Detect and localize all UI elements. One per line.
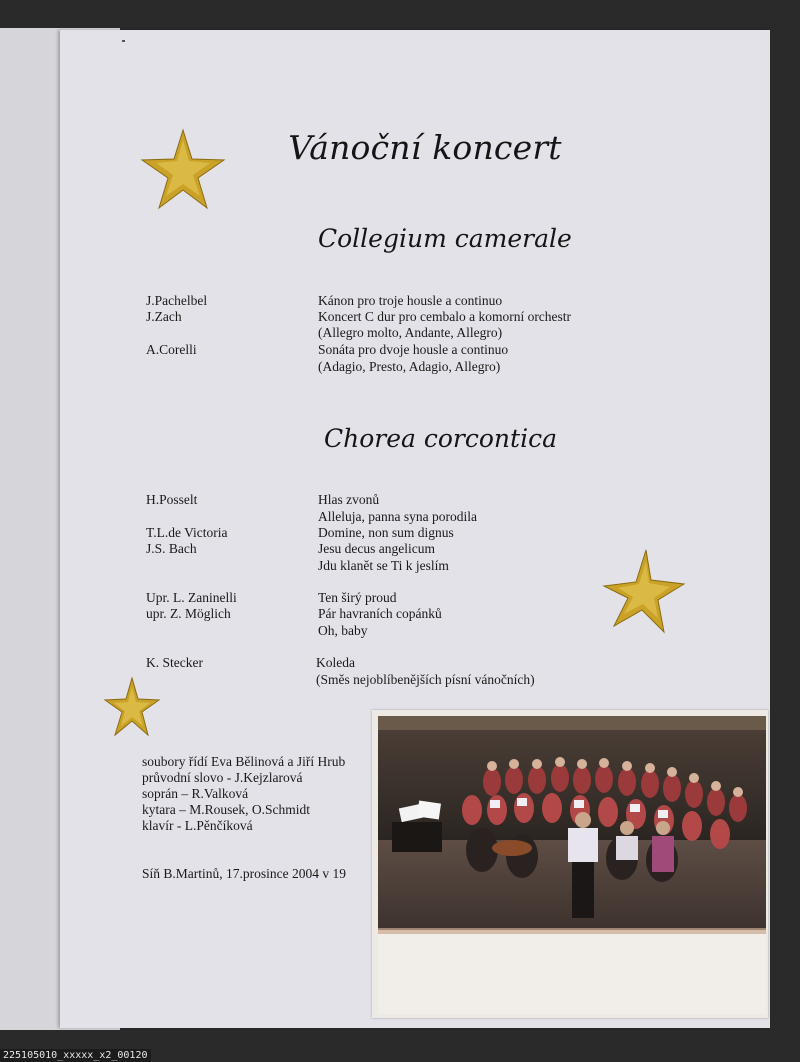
gold-star-right xyxy=(602,548,686,634)
piece-movements: (Adagio, Presto, Adagio, Allegro) xyxy=(318,359,501,374)
gold-star-bottom-left xyxy=(104,677,160,739)
concert-photo xyxy=(372,710,768,1018)
piece-title: Kánon pro troje housle a continuo xyxy=(318,293,503,308)
composer-name: J.S. Bach xyxy=(146,541,197,556)
piece-title: Koleda xyxy=(316,655,355,670)
piece-title: Hlas zvonů xyxy=(318,492,380,507)
piece-title: Pár havraních copánků xyxy=(318,606,442,621)
credit-line: klavír - L.Pěnčíková xyxy=(142,818,253,833)
piece-title: Koncert C dur pro cembalo a komorní orchestr xyxy=(318,309,572,324)
composer-name: A.Corelli xyxy=(146,342,197,357)
scan-id-label: 225105010_xxxxx_x2_00120 xyxy=(0,1049,151,1062)
composer-name: T.L.de Victoria xyxy=(146,525,228,540)
piece-movements: (Allegro molto, Andante, Allegro) xyxy=(318,325,503,340)
piece-title: Sonáta pro dvoje housle a continuo xyxy=(318,342,509,357)
piece-title: Domine, non sum dignus xyxy=(318,525,454,540)
piece-title: Alleluja, panna syna porodila xyxy=(318,509,477,524)
composer-name: J.Pachelbel xyxy=(146,293,208,308)
composer-name: upr. Z. Möglich xyxy=(146,606,231,621)
piece-title: (Směs nejoblíbenějších písní vánočních) xyxy=(316,672,535,687)
composer-name: Upr. L. Zaninelli xyxy=(146,590,237,605)
piece-title: Jdu klanět se Ti k jeslím xyxy=(318,558,449,573)
choir-orchestra-photo xyxy=(372,710,768,1018)
composer-name: K. Stecker xyxy=(146,655,203,670)
section-heading-collegium: Collegium camerale xyxy=(318,224,572,253)
credit-line: průvodní slovo - J.Kejzlarová xyxy=(142,770,303,785)
credit-line: soubory řídí Eva Bělinová a Jiří Hrub xyxy=(142,754,346,769)
piece-title: Jesu decus angelicum xyxy=(318,541,435,556)
section-heading-chorea: Chorea corcontica xyxy=(324,424,557,453)
piece-title: Oh, baby xyxy=(318,623,368,638)
credit-line: kytara – M.Rousek, O.Schmidt xyxy=(142,802,310,817)
credit-line: soprán – R.Valková xyxy=(142,786,249,801)
piece-title: Ten širý proud xyxy=(318,590,397,605)
page-speck xyxy=(122,40,125,42)
venue-date: Síň B.Martinů, 17.prosince 2004 v 19 xyxy=(142,866,346,881)
composer-name: J.Zach xyxy=(146,309,182,324)
concert-title: Vánoční koncert xyxy=(288,128,562,167)
composer-name: H.Posselt xyxy=(146,492,198,507)
